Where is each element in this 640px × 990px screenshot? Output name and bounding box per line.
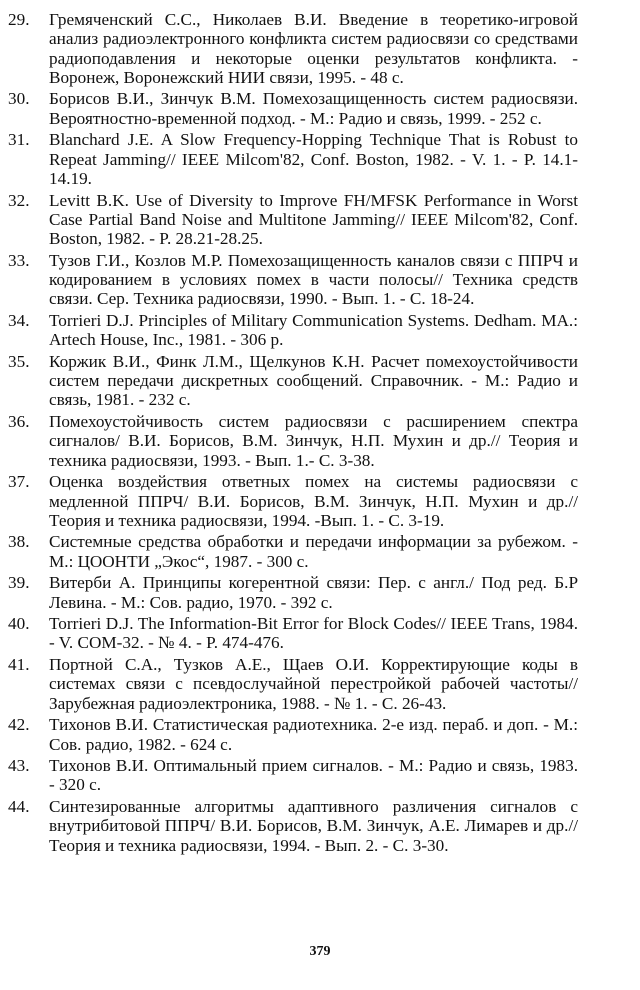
- reference-entry: [0, 655, 640, 713]
- reference-number: 39.: [8, 573, 30, 593]
- reference-number: 30.: [8, 89, 30, 109]
- reference-number: 36.: [8, 412, 30, 432]
- reference-number: 44.: [8, 797, 30, 817]
- reference-entry: [0, 614, 640, 653]
- reference-entry: [0, 191, 640, 249]
- reference-number: 37.: [8, 472, 30, 492]
- reference-number: 34.: [8, 310, 30, 330]
- reference-list: [0, 10, 640, 857]
- reference-text: Torrieri D.J. Principles of Military Communication Systems. Dedham. MA.: Artech House, Inc., 1981. - 306 p.: [49, 310, 578, 350]
- reference-text: Помехоустойчивость систем радиосвязи с расширением спектра сигналов/ В.И. Борисов, В.М. Зинчук, Н.П. Мухин и др.// Теория и техника радиосвязи, 1993. - Вып. 1.- С. 3-38.: [49, 412, 578, 470]
- reference-number: 33.: [8, 250, 30, 270]
- reference-number: 31.: [8, 130, 30, 150]
- reference-entry: [0, 130, 640, 188]
- reference-number: 29.: [8, 10, 30, 29]
- reference-number: 32.: [8, 190, 30, 210]
- reference-number: 42.: [8, 715, 30, 735]
- reference-text: Torrieri D.J. The Information-Bit Error for Block Codes// IEEE Trans, 1984. - V. COM-32. - № 4. - P. 474-476.: [49, 614, 578, 653]
- reference-number: 40.: [8, 614, 30, 634]
- reference-text: Тихонов В.И. Оптимальный прием сигналов. - М.: Радио и связь, 1983. - 320 с.: [49, 756, 578, 795]
- reference-entry: [0, 251, 640, 309]
- reference-text: Гремяченский С.С., Николаев В.И. Введение в теоретико-игровой анализ радиоэлектронного конфликта систем радиосвязи со средствами радиоподавления и некоторые оценки результатов конфликта. - Воронеж, Воронежский НИИ связи, 1995. - 48 с.: [49, 10, 578, 87]
- reference-number: 41.: [8, 655, 30, 675]
- reference-text: Levitt B.K. Use of Diversity to Improve FH/MFSK Performance in Worst Case Partial Band Noise and Multitone Jamming// IEEE Milcom'82, Conf. Boston, 1982. - P. 28.21-28.25.: [49, 190, 578, 249]
- reference-text: Тихонов В.И. Статистическая радиотехника. 2-е изд. пераб. и доп. - М.: Сов. радио, 1982. - 624 с.: [49, 715, 578, 754]
- reference-text: Коржик В.И., Финк Л.М., Щелкунов К.Н. Расчет помехоустойчивости систем передачи дискретных сообщений. Справочник. - М.: Радио и связь, 1981. - 232 с.: [49, 351, 578, 410]
- reference-text: Синтезированные алгоритмы адаптивного различения сигналов с внутрибитовой ППРЧ/ В.И. Борисов, В.М. Зинчук, А.Е. Лимарев и др.// Теория и техника радиосвязи, 1994. - Вып. 2. - С. 3-30.: [49, 797, 578, 855]
- reference-text: Blanchard J.E. A Slow Frequency-Hopping Technique That is Robust to Repeat Jamming// IEEE Milcom'82, Conf. Boston, 1982. - V. 1. - P. 14.1-14.19.: [49, 130, 578, 188]
- reference-text: Оценка воздействия ответных помех на системы радиосвязи с медленной ППРЧ/ В.И. Борисов, В.М. Зинчук, Н.П. Мухин и др.// Теория и техника радиосвязи, 1994. -Вып. 1. - С. 3-19.: [49, 472, 578, 530]
- reference-entry: [0, 532, 640, 571]
- reference-text: Портной С.А., Тузков А.Е., Щаев О.И. Корректирующие коды в системах связи с псевдослучайной перестройкой рабочей частоты// Зарубежная радиоэлектроника, 1988. - № 1. - С. 26-43.: [49, 655, 578, 713]
- reference-text: Борисов В.И., Зинчук В.М. Помехозащищенность систем радиосвязи. Вероятностно-временной подход. - М.: Радио и связь, 1999. - 252 с.: [49, 89, 578, 128]
- page-number: 379: [309, 944, 331, 959]
- reference-entry: [0, 412, 640, 470]
- reference-text: Системные средства обработки и передачи информации за рубежом. - М.: ЦООНТИ „Экос“, 1987. - 300 с.: [49, 532, 578, 571]
- reference-entry: [0, 472, 640, 530]
- reference-number: 43.: [8, 756, 30, 776]
- reference-entry: [0, 311, 640, 350]
- reference-number: 38.: [8, 532, 30, 552]
- reference-text: Витерби А. Принципы когерентной связи: Пер. с англ./ Под ред. Б.Р Левина. - М.: Сов. радио, 1970. - 392 с.: [49, 573, 578, 612]
- reference-entry: [0, 715, 640, 754]
- reference-entry: [0, 10, 640, 87]
- reference-entry: [0, 797, 640, 855]
- reference-number: 35.: [8, 351, 30, 371]
- reference-entry: [0, 756, 640, 795]
- reference-entry: [0, 573, 640, 612]
- reference-entry: [0, 89, 640, 128]
- reference-text: Тузов Г.И., Козлов М.Р. Помехозащищенность каналов связи с ППРЧ и кодированием в условиях помех в части полосы// Техника средств связи. Сер. Техника радиосвязи, 1990. - Вып. 1. - С. 18-24.: [49, 250, 578, 309]
- reference-entry: [0, 352, 640, 410]
